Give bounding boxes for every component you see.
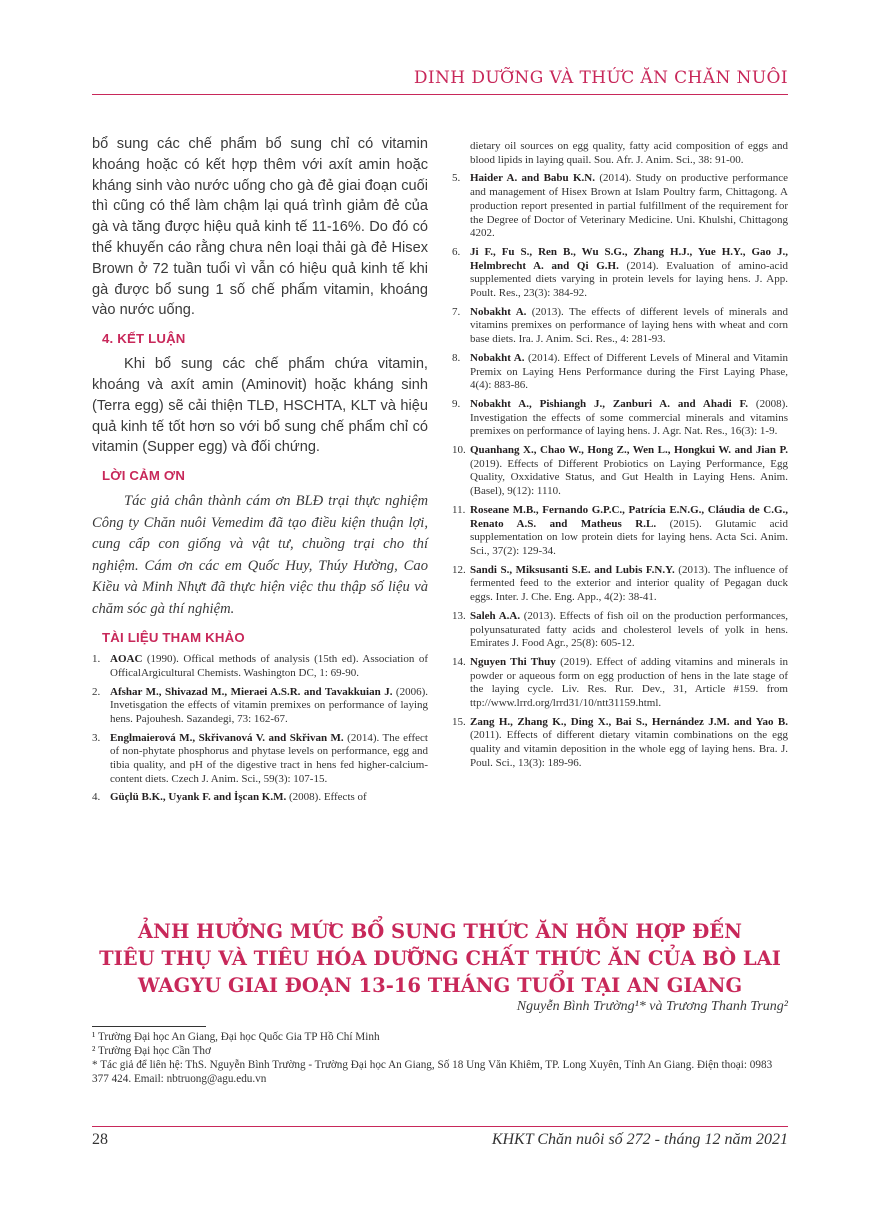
article-authors: Nguyễn Bình Trường¹* và Trương Thanh Trung²: [516, 999, 788, 1014]
conclusion-text: Khi bổ sung các chế phẩm chứa vitamin, khoáng và axít amin (Aminovit) hoặc kháng sinh (Terra egg) sẽ cải thiện TLĐ, HSCHTA, KLT và hiệu quả kinh tế tốt hơn so với bổ sung chế phẩm chỉ có vitamin (Supper egg) và đối chứng.: [92, 356, 428, 456]
reference-details: (2008). Investigation the effects of some commercial minerals and vitamins premixes on performance of laying hens. J. Agr. Nat. Res., 16(3): 1-9.: [470, 397, 788, 438]
reference-authors: Roseane M.B., Fernando G.P.C., Patrícia E.N.G., Cláudia de C.G., Renato A.S. and Matheus R.L.: [470, 503, 788, 530]
reference-authors: Sandi S., Miksusanti S.E. and Lubis F.N.Y.: [470, 563, 675, 576]
reference-details: (2008). Effects of: [286, 791, 367, 804]
reference-number: 13.: [452, 609, 466, 622]
header-title: DINH DƯỠNG VÀ THỨC ĂN CHĂN NUÔI: [413, 68, 788, 88]
reference-details: (2019). Effects of Different Probiotics on Laying Performance, Egg Quality, Oxxidative Status, and Gut Health in Laying Hens. Anim. (Basel), 9(12): 1110.: [470, 457, 788, 498]
reference-authors: Englmaierová M., Skřivanová V. and Skřivan M.: [110, 731, 344, 744]
article-title: [92, 918, 788, 999]
reference-details: (2013). The effects of different levels of minerals and vitamins premixes on performance of laying hens with wheat and corn base diets. Ira. J. Anim. Sci. Res., 4: 281-93.: [470, 305, 788, 346]
reference-authors: Saleh A.A.: [470, 609, 521, 622]
left-column: [92, 134, 428, 810]
article-title-line: TIÊU THỤ VÀ TIÊU HÓA DƯỠNG CHẤT THỨC ĂN CỦA BÒ LAI: [99, 947, 781, 970]
reference-number: 15.: [452, 715, 466, 728]
reference-number: 2.: [92, 685, 101, 698]
reference-authors: AOAC: [110, 653, 143, 666]
reference-details: (2014). Study on productive performance and management of Hisex Brown at Islam Poultry farm, Chittagong. A production report presented in partial fulfillment of the requirement for the Degree of Doctor of Veterinary Medicine. Uni. Khulshi, Chittagong 4202.: [470, 172, 788, 240]
reference-number: 3.: [92, 731, 101, 744]
reference-details: (2013). Effects of fish oil on the production performances, polyunsaturated fatty acids and cholesterol levels of yolk in hens. Emirates J. Food Agr., 25(8): 605-12.: [470, 609, 788, 650]
reference-number: 10.: [452, 444, 466, 457]
reference-number: 8.: [452, 351, 461, 364]
running-header: [92, 60, 788, 100]
footnotes: [92, 1030, 788, 1086]
reference-4-continued: dietary oil sources on egg quality, fatty acid composition of eggs and blood lipids in laying quail. Sou. Afr. J. Anim. Sci., 38: 91-00.: [470, 140, 788, 166]
reference-item: [92, 732, 428, 787]
reference-list-left: [92, 653, 428, 805]
reference-authors: Afshar M., Shivazad M., Mieraei A.S.R. and Tavakkuian J.: [110, 685, 393, 698]
reference-number: 6.: [452, 245, 461, 258]
reference-details: (2013). The influence of fermented feed to the exterior and interior quality of Pegagan duck eggs. Inter. J. Che. Eng. App., 4(2): 38-41.: [470, 563, 788, 604]
reference-item: [452, 306, 788, 347]
reference-number: 1.: [92, 653, 101, 666]
acknowledgement-text: Tác giả chân thành cám ơn BLĐ trại thực nghiệm Công ty Chăn nuôi Vemedim đã tạo điều kiện thuận lợi, cung cấp con giống và vật tư, chuồng trại cho thí nghiệm. Cám ơn các em Quốc Huy, Thúy Hường, Cao Kiều và Minh Nhựt đã thực hiện việc thu thập số liệu và chăm sóc gà thí nghiệm.: [92, 493, 428, 617]
reference-number: 11.: [452, 503, 466, 516]
article-title-line: ẢNH HƯỞNG MỨC BỔ SUNG THỨC ĂN HỖN HỢP ĐẾN: [138, 920, 742, 943]
reference-authors: Nobakht A.: [470, 305, 527, 318]
reference-authors: Haider A. and Babu K.N.: [470, 172, 595, 185]
reference-details: (2014). Evaluation of amino-acid supplemented diets varying in protein levels for laying hens. J. App. Poult. Res., 23(3): 384-92.: [470, 259, 788, 300]
reference-authors: Zang H., Zhang K., Ding X., Bai S., Hernández J.M. and Yao B.: [470, 715, 788, 728]
reference-number: 9.: [452, 397, 461, 410]
reference-item: [92, 791, 428, 805]
reference-authors: Ji F., Fu S., Ren B., Wu S.G., Zhang H.J., Yue H.Y., Gao J., Helmbrecht A. and Qi G.H.: [470, 245, 788, 272]
reference-details: (2014). The effect of non-phytate phosphorus and phytase levels on performance, egg and tibia quality, and pH of the digestive tract in hens fed higher-calcium-content diets. Czech J. Anim. Sci., 59(3): 107-15.: [110, 731, 428, 785]
reference-details: (1990). Offical methods of analysis (15th ed). Association of OfficalArgicultural Chemists. Washington DC, 1: 69-90.: [110, 653, 428, 679]
header-rule: [92, 94, 788, 95]
reference-item: [452, 352, 788, 393]
reference-details: (2006). Invetisgation the effects of vitamin premixes on performance of laying hens. Pajouhesh. Sazandegi, 73: 162-67.: [110, 685, 428, 725]
reference-details: (2014). Effect of Different Levels of Mineral and Vitamin Premix on Laying Hens Performance during the First Laying Phase, 4(4): 883-86.: [470, 351, 789, 392]
reference-number: 7.: [452, 305, 461, 318]
reference-details: (2011). Effects of different dietary vitamin combinations on the egg quality and vitamin deposition in the whole egg of laying hens. Bra. J. Poul. Sci., 13(3): 189-96.: [470, 729, 788, 769]
footnote: ¹ Trường Đại học An Giang, Đại học Quốc Gia TP Hồ Chí Minh: [92, 1031, 380, 1043]
footnote: * Tác giả để liên hệ: ThS. Nguyễn Bình Trường - Trường Đại học An Giang, Số 18 Ung Văn Khiêm, TP. Long Xuyên, Tỉnh An Giang. Điện thoại: 0983 377 424. Email: nbtruong@agu.edu.vn: [92, 1059, 773, 1085]
discussion-paragraph: bổ sung các chế phẩm bổ sung chỉ có vitamin khoáng hoặc có kết hợp thêm với axít amin hoặc kháng sinh vào nước uống cho gà đẻ giai đoạn cuối thì cũng có thể làm chậm lại quá trình giảm đẻ của gà và tăng được hiệu quả kinh tế 11-16%. Do đó có thể khuyến cáo rằng chưa nên loại thải gà đẻ Hisex Brown ở 72 tuần tuổi vì vẫn có hiệu quả kinh tế khi gà được bổ sung 1 số chế phẩm vitamin, khoáng vào nước uống.: [92, 136, 428, 319]
article-title-line: WAGYU GIAI ĐOẠN 13-16 THÁNG TUỔI TẠI AN GIANG: [137, 974, 743, 997]
footnote: ² Trường Đại học Cần Thơ: [92, 1045, 211, 1057]
reference-authors: Nobakht A., Pishiangh J., Zanburi A. and Ahadi F.: [470, 397, 749, 410]
reference-item: [452, 564, 788, 605]
reference-item: [452, 398, 788, 439]
reference-authors: Nguyen Thi Thuy: [470, 655, 556, 668]
reference-details: (2015). Glutamic acid supplementation on low protein diets for laying hens. Acta Sci. Anim. Sci., 37(2): 129-34.: [470, 517, 788, 557]
reference-number: 5.: [452, 172, 461, 185]
reference-item: [92, 686, 428, 727]
reference-details: (2019). Effect of adding vitamins and minerals in powder or aqueous form on egg production of hens in the late stage of the laying cycle. Liv. Res. Rur. Dev., 31, Article #159. from ttp://www.lrrd.org/lrrd31/10/ntt31159.html.: [470, 655, 788, 710]
reference-item: [452, 172, 788, 241]
reference-number: 14.: [452, 655, 466, 668]
reference-item: [92, 653, 428, 680]
references-heading: TÀI LIỆU THAM KHẢO: [102, 630, 245, 646]
reference-item: [452, 504, 788, 559]
footer-rule: [92, 1126, 788, 1127]
journal-issue: KHKT Chăn nuôi số 272 - tháng 12 năm 2021: [491, 1131, 788, 1148]
reference-number: 4.: [92, 791, 101, 804]
reference-authors: Güçlü B.K., Uyank F. and İşcan K.M.: [110, 791, 287, 804]
reference-item: [452, 656, 788, 711]
right-column: [452, 140, 788, 776]
reference-number: 12.: [452, 563, 466, 576]
reference-authors: Nobakht A.: [470, 351, 525, 364]
reference-item: [452, 716, 788, 771]
conclusion-heading: 4. KẾT LUẬN: [102, 331, 186, 347]
reference-item: [452, 444, 788, 499]
page-number: 28: [92, 1131, 108, 1148]
reference-authors: Quanhang X., Chao W., Hong Z., Wen L., Hongkui W. and Jian P.: [470, 444, 788, 457]
acknowledgement-heading: LỜI CẢM ƠN: [102, 468, 186, 484]
footnote-rule: [92, 1026, 206, 1027]
reference-item: [452, 610, 788, 651]
reference-item: [452, 246, 788, 301]
reference-list-right: [452, 172, 788, 770]
